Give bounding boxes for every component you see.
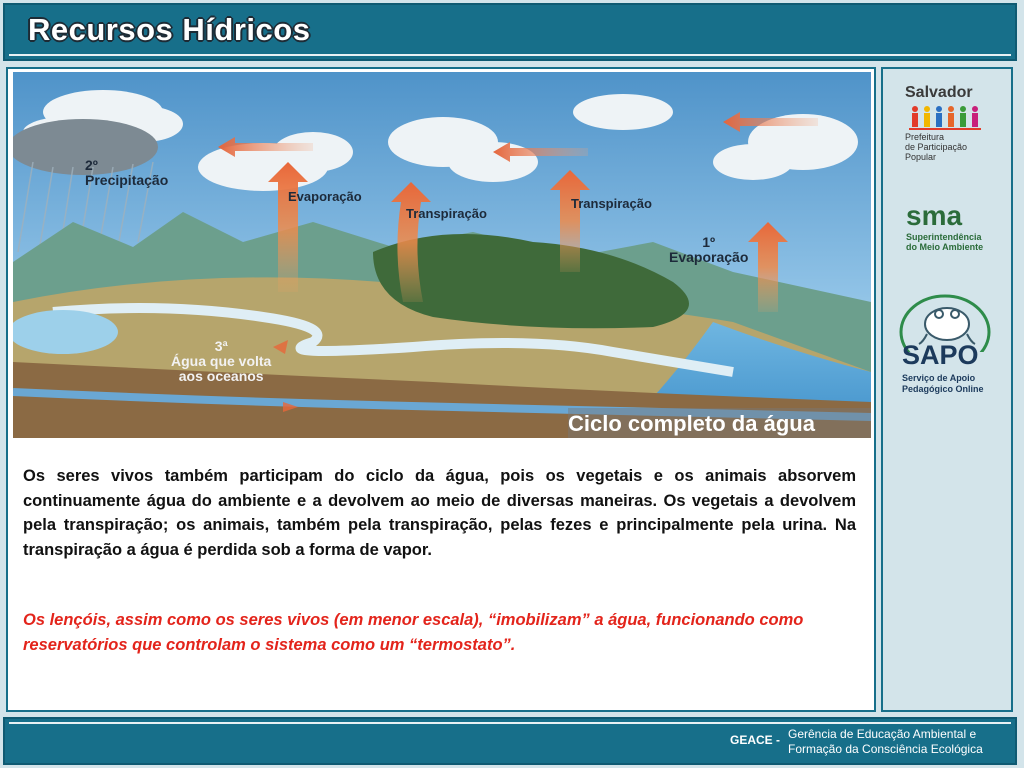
water-cycle-illustration: [13, 72, 871, 438]
sapo-logo-subtitle: Serviço de Apoio Pedagógico Online: [902, 373, 984, 394]
salvador-logo-name: Salvador: [905, 84, 973, 101]
body-paragraph: Os seres vivos também participam do ciclo da água, pois os vegetais e os animais absorvem continuamente água do ambiente e a devolvem ao meio de diversas maneiras. Os vegetais a devolvem pela transpiração; os animais, também pela transpiração, pelas fezes e principalmente pela urina. Na transpiração a água é perdida sob a forma de vapor.: [23, 467, 856, 559]
footer-geace: GEACE -: [730, 733, 781, 747]
label-evaporation-first: 1º Evaporação: [669, 234, 749, 265]
header-divider: [9, 54, 1011, 56]
people-icon: [907, 104, 983, 132]
figure-caption: Ciclo completo da água: [568, 411, 815, 436]
label-transpiration-left: Transpiração: [406, 206, 487, 221]
lake: [13, 310, 118, 354]
footer-text: Gerência de Educação Ambiental e Formação da Consciência Ecológica: [788, 727, 983, 756]
label-evaporation: Evaporação: [288, 189, 362, 204]
page-title: Recursos Hídricos: [28, 12, 311, 47]
sma-logo-subtitle: Superintendência do Meio Ambiente: [906, 232, 984, 252]
sma-logo-name: sma: [906, 200, 963, 231]
salvador-logo: [905, 84, 995, 162]
sapo-logo-name: SAPO: [902, 340, 979, 370]
sma-logo: [906, 200, 996, 252]
label-water-returns: 3ª Água que volta aos oceanos: [171, 338, 272, 384]
label-transpiration-right: Transpiração: [571, 196, 652, 211]
footer-divider: [9, 722, 1011, 724]
highlight-paragraph: Os lençóis, assim como os seres vivos (em menor escala), “imobilizam” a água, funcionando como reservatórios que controlam o sistema como um “termostato”.: [23, 611, 804, 654]
salvador-logo-subtitle: Prefeitura de Participação Popular: [905, 132, 968, 162]
label-precipitation: 2º Precipitação: [85, 157, 169, 188]
